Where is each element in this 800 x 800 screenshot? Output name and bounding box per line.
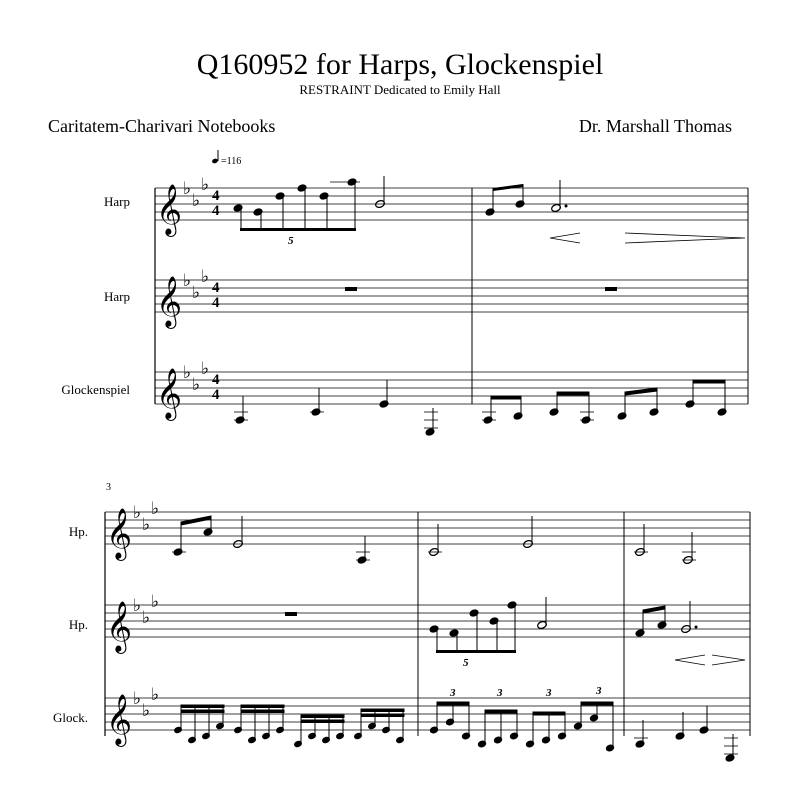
treble-clef-icon: 𝄞 — [156, 277, 183, 326]
svg-text:♭: ♭ — [192, 375, 201, 394]
note-group — [635, 547, 694, 564]
svg-text:4: 4 — [212, 387, 220, 403]
staff — [105, 512, 750, 544]
tuplet-number: 3 — [596, 685, 602, 697]
treble-clef-icon: 𝄞 — [106, 602, 133, 651]
decrescendo-hairpin — [625, 233, 745, 243]
treble-clef-icon: 𝄞 — [106, 509, 133, 558]
svg-text:♭: ♭ — [201, 267, 210, 286]
whole-rest — [605, 287, 617, 291]
instrument-label: Hp. — [68, 617, 88, 632]
svg-text:♭: ♭ — [192, 191, 201, 210]
svg-text:4: 4 — [212, 188, 220, 204]
key-signature — [183, 175, 209, 394]
staff — [105, 698, 750, 730]
whole-rest — [285, 612, 297, 616]
score-subtitle: RESTRAINT Dedicated to Emily Hall — [299, 82, 501, 97]
note-group — [429, 539, 534, 556]
tempo-value: =116 — [221, 156, 242, 167]
svg-text:♭: ♭ — [201, 359, 210, 378]
whole-rest — [345, 287, 357, 291]
composer-name: Dr. Marshall Thomas — [578, 116, 732, 136]
svg-text:♭: ♭ — [151, 685, 160, 704]
svg-text:4: 4 — [212, 280, 220, 296]
svg-text:♭: ♭ — [151, 499, 160, 518]
instrument-label: Glockenspiel — [61, 382, 130, 397]
instrument-label: Hp. — [68, 524, 88, 539]
staff — [155, 372, 748, 404]
crescendo-hairpin — [550, 233, 580, 243]
note-group — [233, 176, 385, 247]
treble-clef-icon: 𝄞 — [156, 185, 183, 234]
svg-text:4: 4 — [212, 372, 220, 388]
instrument-label: Harp — [104, 289, 130, 304]
note-group — [429, 601, 517, 652]
treble-clef-icon: 𝄞 — [156, 369, 183, 418]
svg-text:4: 4 — [212, 295, 220, 311]
treble-clef-icon: 𝄞 — [106, 695, 133, 744]
decrescendo-hairpin — [712, 655, 745, 665]
tuplet-number: 5 — [288, 235, 294, 247]
key-signature — [133, 499, 159, 720]
measure-number: 3 — [106, 482, 111, 493]
note-group — [634, 706, 738, 762]
tuplet-number: 5 — [463, 657, 469, 669]
tuplet-number: 3 — [450, 687, 456, 699]
tuplet-number: 3 — [497, 687, 503, 699]
svg-text:♭: ♭ — [142, 515, 151, 534]
instrument-label: Glock. — [52, 710, 88, 725]
crescendo-hairpin — [675, 655, 705, 665]
note-group — [485, 180, 745, 243]
note-group — [429, 702, 614, 752]
note-group — [234, 380, 438, 436]
svg-text:♭: ♭ — [133, 596, 142, 615]
svg-text:♭: ♭ — [142, 608, 151, 627]
svg-text:4: 4 — [212, 203, 220, 219]
tempo-marking — [211, 150, 241, 167]
svg-text:♭: ♭ — [183, 271, 192, 290]
svg-text:♭: ♭ — [151, 592, 160, 611]
svg-text:♭: ♭ — [133, 689, 142, 708]
note-group — [174, 705, 405, 748]
system-1 — [61, 175, 748, 436]
staff — [155, 188, 748, 220]
instrument-label: Harp — [104, 194, 130, 209]
score-title: Q160952 for Harps, Glockenspiel — [196, 48, 604, 81]
note-group — [635, 606, 667, 637]
collection-name: Caritatem-Charivari Notebooks — [48, 116, 276, 136]
svg-text:♭: ♭ — [183, 179, 192, 198]
svg-text:♭: ♭ — [183, 363, 192, 382]
svg-text:♭: ♭ — [133, 503, 142, 522]
note-group — [482, 380, 727, 424]
system-2 — [53, 482, 750, 762]
tuplet-number: 3 — [546, 687, 552, 699]
svg-text:♭: ♭ — [142, 701, 151, 720]
staff — [155, 280, 748, 312]
svg-text:♭: ♭ — [192, 283, 201, 302]
svg-text:♭: ♭ — [201, 175, 210, 194]
